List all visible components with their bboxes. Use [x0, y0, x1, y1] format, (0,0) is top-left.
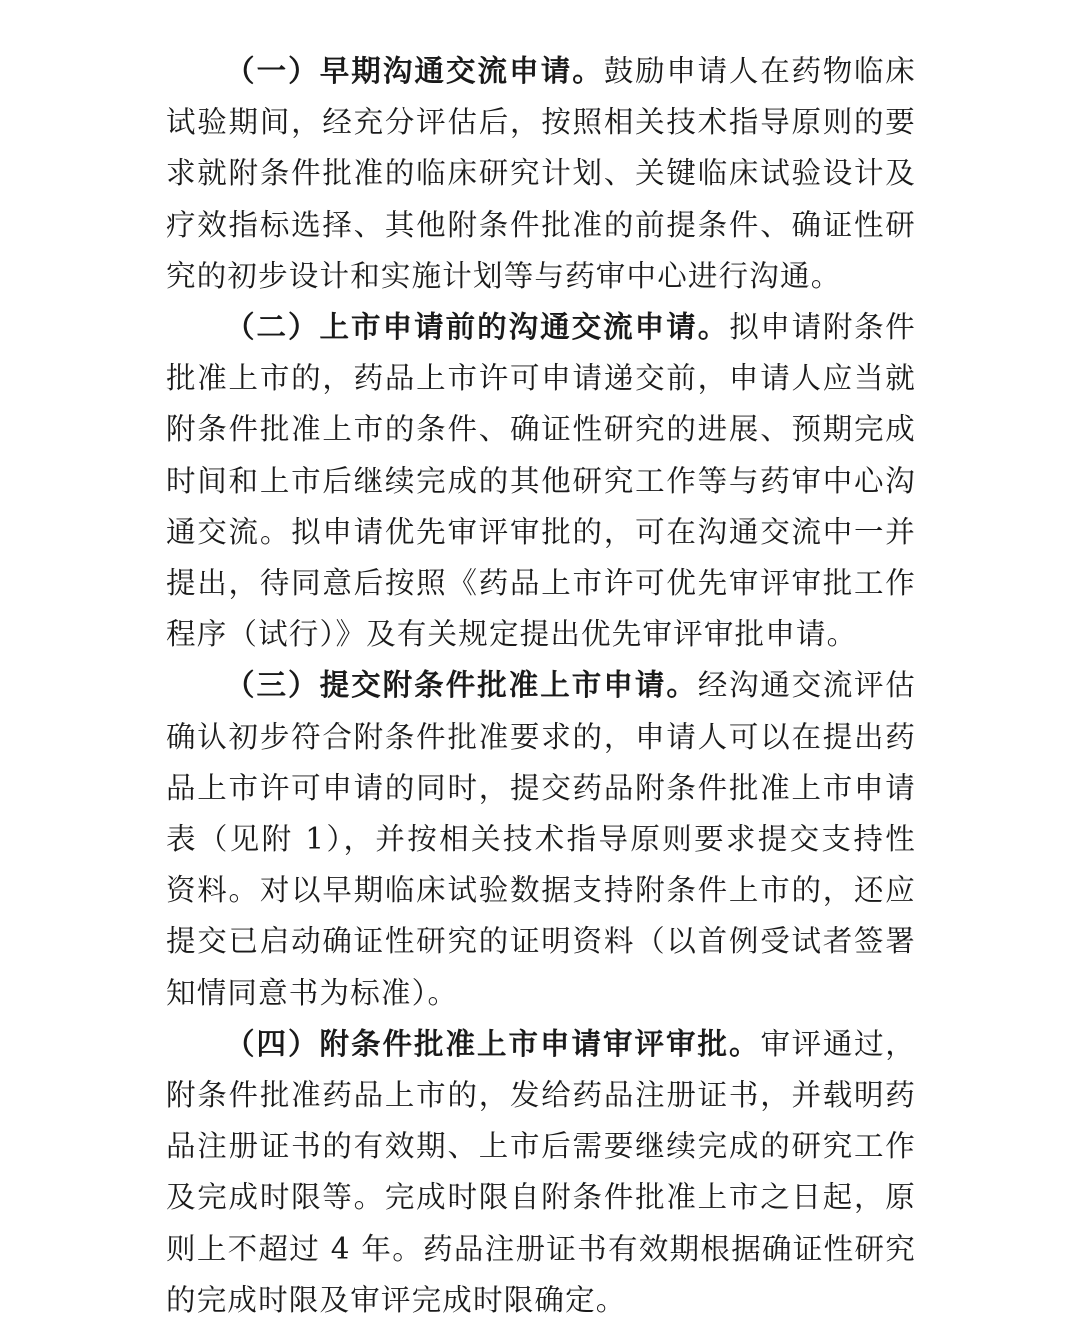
paragraph-heading: （四）附条件批准上市申请审评审批。: [225, 1026, 761, 1061]
paragraph-heading: （二）上市申请前的沟通交流申请。: [225, 310, 730, 345]
paragraph-body: 鼓励申请人在药物临床试验期间，经充分评估后，按照相关技术指导原则的要求就附条件批准的临床研究计划、关键临床试验设计及疗效指标选择、其他附条件批准的前提条件、确证性研究的初步设计和实施计划等与药审中心进行沟通。: [166, 54, 916, 293]
paragraph-review-approval: [166, 1019, 916, 1326]
paragraph-body: 拟申请附条件批准上市的，药品上市许可申请递交前，申请人应当就附条件批准上市的条件、确证性研究的进展、预期完成时间和上市后继续完成的其他研究工作等与药审中心沟通交流。拟申请优先审评审批的，可在沟通交流中一并提出，待同意后按照《药品上市许可优先审评审批工作程序（试行）》及有关规定提出优先审评审批申请。: [166, 310, 916, 652]
paragraph-heading: （三）提交附条件批准上市申请。: [225, 668, 698, 703]
paragraph-body: 经沟通交流评估确认初步符合附条件批准要求的，申请人可以在提出药品上市许可申请的同时，提交药品附条件批准上市申请表（见附 1），并按相关技术指导原则要求提交支持性资料。对以早期临床试验数据支持附条件上市的，还应提交已启动确证性研究的证明资料（以首例受试者签署知情同意书为标准）。: [166, 668, 916, 1010]
paragraph-pre-submission-communication: [166, 302, 916, 660]
document-page: [166, 46, 916, 1326]
paragraph-heading: （一）早期沟通交流申请。: [225, 54, 604, 88]
paragraph-early-communication: [166, 46, 916, 302]
paragraph-body: 审评通过，附条件批准药品上市的，发给药品注册证书，并载明药品注册证书的有效期、上市后需要继续完成的研究工作及完成时限等。完成时限自附条件批准上市之日起，原则上不超过 4 年。药品注册证书有效期根据确证性研究的完成时限及审评完成时限确定。: [166, 1026, 916, 1317]
paragraph-submit-application: [166, 660, 916, 1018]
